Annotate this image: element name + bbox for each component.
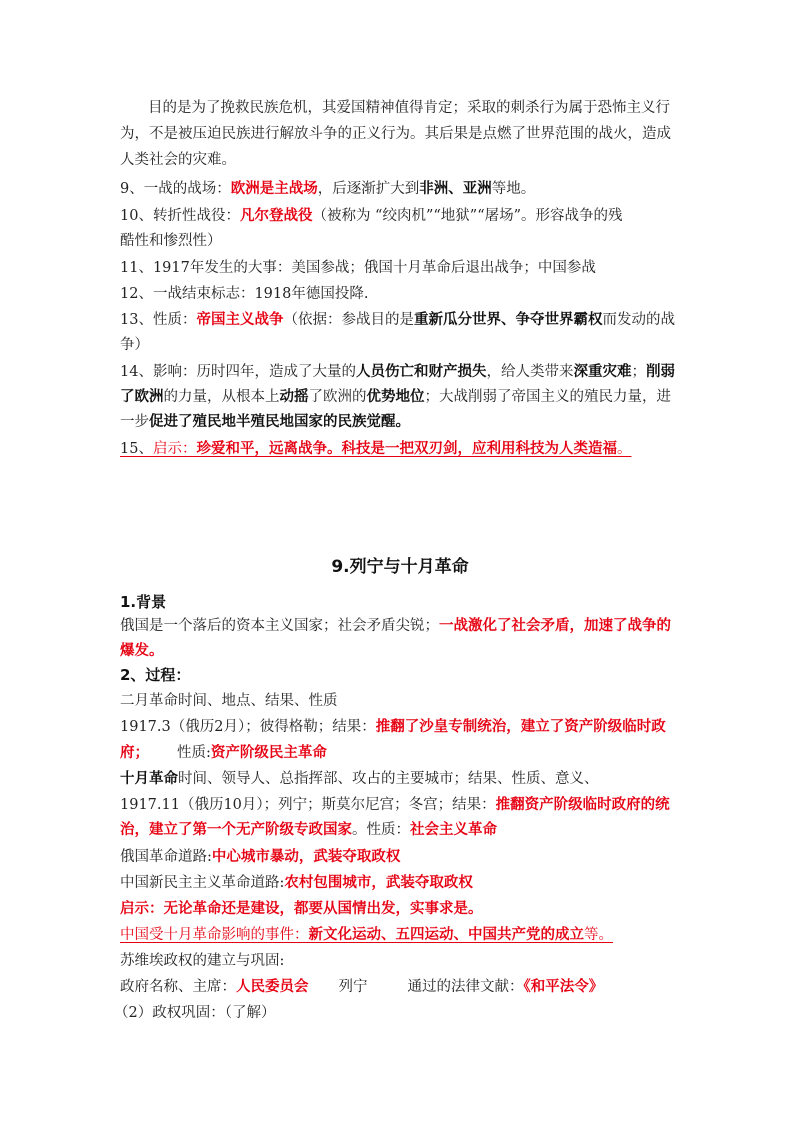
item-13-cont: 争） <box>120 337 149 353</box>
paragraph-line: 人类社会的灾难。 <box>120 152 236 168</box>
government-line: 政府名称、主席：人民委员会 列宁 通过的法律文献：《和平法令》 <box>120 978 604 995</box>
feb-line: 府； 性质:资产阶级民主革命 <box>120 744 327 761</box>
background-line: 爆发。 <box>120 642 164 659</box>
section-title: 9.列宁与十月革命 <box>331 557 469 577</box>
influence-line: 中国受十月革命影响的事件：新文化运动、五四运动、中国共产党的成立等。 <box>120 926 613 943</box>
item-9: 9、一战的战场：欧洲是主战场，后逐渐扩大到非洲、亚洲等地。 <box>120 180 536 197</box>
item-14: 14、影响：历时四年，造成了大量的人员伤亡和财产损失，给人类带来深重灾难；削弱 <box>120 363 675 380</box>
feb-line: 1917.3（俄历2月）；彼得格勒；结果：推翻了沙皇专制统治，建立了资产阶级临时政 <box>120 718 666 735</box>
item-10: 10、转折性战役：凡尔登战役（被称为 “绞肉机”“地狱”“屠场”。形容战争的残 <box>120 207 623 224</box>
oct-line: 1917.11（俄历10月）；列宁；斯莫尔尼宫；冬宫；结果：推翻资产阶级临时政府的统 <box>120 796 670 813</box>
item-14-cont: 一步促进了殖民地半殖民地国家的民族觉醒。 <box>120 413 410 430</box>
paragraph-line: 为，不是被压迫民族进行解放斗争的正义行为。其后果是点燃了世界范围的战火，造成 <box>120 126 671 142</box>
item-13: 13、性质：帝国主义战争（依据：参战目的是重新瓜分世界、争夺世界霸权而发动的战 <box>120 311 675 328</box>
oct-header: 十月革命时间、领导人、总指挥部、攻占的主要城市；结果、性质、意义、 <box>120 770 599 787</box>
oct-line: 治，建立了第一个无产阶级专政国家。性质：社会主义革命 <box>120 821 497 838</box>
item-15: 15、启示：珍爱和平，远离战争。科技是一把双刃剑，应利用科技为人类造福。 <box>120 440 632 457</box>
russian-revolution-path: 俄国革命道路:中心城市暴动，武装夺取政权 <box>120 848 401 865</box>
item-14-cont: 了欧洲的力量，从根本上动摇了欧洲的优势地位；大战削弱了帝国主义的殖民力量，进 <box>120 388 671 405</box>
heading-background: 1.背景 <box>120 593 167 611</box>
item-11: 11、1917年发生的大事：美国参战；俄国十月革命后退出战争；中国参战 <box>120 260 596 276</box>
soviet-line: 苏维埃政权的建立与巩固: <box>120 953 285 969</box>
item-10-cont: 酷性和惨烈性） <box>120 233 222 249</box>
heading-process: 2、过程： <box>120 666 191 684</box>
background-line: 俄国是一个落后的资本主义国家；社会矛盾尖锐；一战激化了社会矛盾，加速了战争的 <box>120 617 671 634</box>
inspiration-line: 启示：无论革命还是建设，都要从国情出发，实事求是。 <box>120 900 483 917</box>
item-12: 12、一战结束标志：1918年德国投降. <box>120 286 369 302</box>
feb-header: 二月革命时间、地点、结果、性质 <box>120 693 338 709</box>
chinese-revolution-path: 中国新民主主义革命道路:农村包围城市，武装夺取政权 <box>120 874 473 891</box>
paragraph-line: 目的是为了挽救民族危机，其爱国精神值得肯定；采取的刺杀行为属于恐怖主义行 <box>148 100 670 116</box>
consolidation-line: （2）政权巩固：（了解） <box>114 1005 276 1021</box>
